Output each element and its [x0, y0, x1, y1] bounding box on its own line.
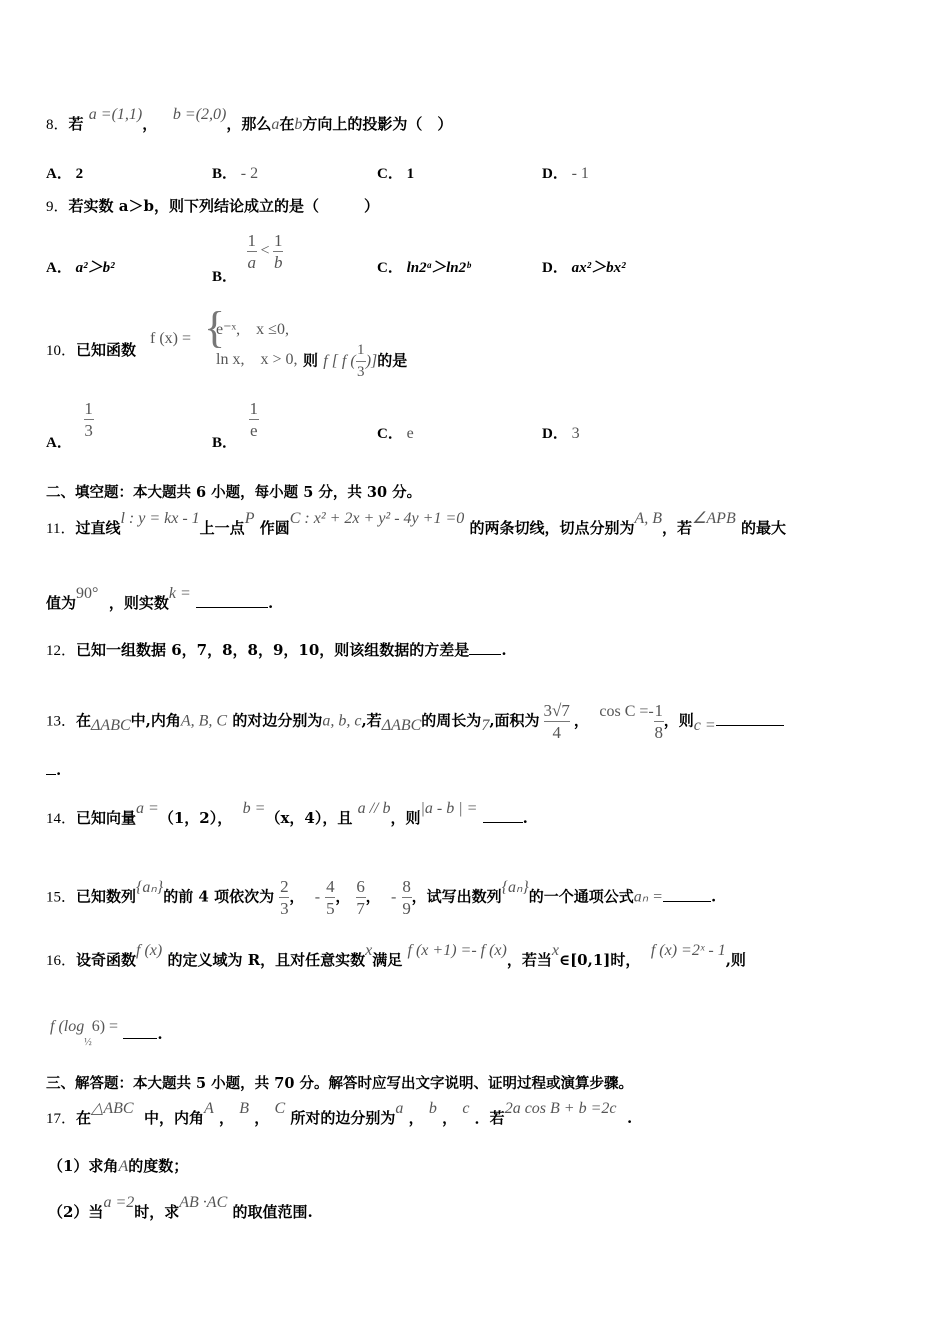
q9-option-d[interactable]: D． ax²＞bx²: [542, 260, 626, 276]
question-16-cont: f $(\log_{\frac{1}{2}}6)$ = .: [50, 1018, 163, 1048]
q9-option-a[interactable]: A． a²＞b²: [46, 260, 115, 276]
q8-option-b[interactable]: B． - 2: [212, 165, 259, 182]
q10-option-c[interactable]: C． e: [377, 425, 414, 442]
question-17-part-2: （2）当a =2时，求AB ·AC 的取值范围.: [48, 1194, 313, 1221]
q10-tail: 则 f [ f ( $\frac{1}{3}$ )]的是: [303, 342, 408, 380]
answer-blank-q14[interactable]: [483, 808, 523, 823]
q9-option-c[interactable]: C． ln2ᵃ＞ln2ᵇ: [377, 260, 471, 276]
vector-b: b =(2,0): [172, 106, 227, 123]
question-17-part-1: （1）求角A的度数；: [48, 1157, 189, 1175]
function-f-label: f (x) =: [150, 330, 192, 347]
section-2-heading: 二、填空题：本大题共 6 小题，每小题 5 分，共 30 分。: [46, 484, 422, 501]
q10-option-d[interactable]: D． 3: [542, 425, 580, 442]
answer-blank-q12[interactable]: [469, 640, 501, 655]
answer-blank-q16[interactable]: [123, 1024, 157, 1039]
question-15: 15．已知数列{aₙ}的前 4 项依次为 $\frac{2}{3}$ ， - $\frac{4}{5}$ ， $\frac{6}{7}$ ， - $\frac{8}{9}$ ，试写出数列{aₙ}的一个通项公式aₙ = .: [46, 877, 717, 918]
question-17: 17．在△ABC 中，内角A ， B ， C 所对的边分别为a ， b ， c ．若2a cos B + b =2c .: [46, 1100, 633, 1127]
answer-blank-q13[interactable]: [716, 711, 784, 726]
q8-option-c[interactable]: C． 1: [377, 166, 415, 182]
answer-blank-q15[interactable]: [663, 887, 711, 902]
question-11-cont: 值为90° ，则实数k = .: [46, 585, 274, 612]
q8-option-a[interactable]: A． 2: [46, 166, 84, 182]
question-12: 12．已知一组数据 6，7，8，8，9，10，则该组数据的方差是 .: [46, 641, 507, 659]
piecewise-case-1: e⁻ˣ, x ≤0,: [216, 321, 289, 338]
question-13: 13．在ΔABC中,内角A, B, C 的对边分别为a, b, c,若ΔABC的周长为7,面积为 $\frac{3√7}{4}$ ， cos C =- $\frac{1}{8}$ ，则c =: [46, 700, 784, 743]
question-14: 14．已知向量a =（1，2）， b =（x，4），且 a // b，则|a - b | = .: [46, 800, 528, 827]
question-8: 8．若 a =(1,1)， b =(2,0)，那么a在b方向上的投影为（ ）: [46, 106, 453, 133]
answer-blank-q11[interactable]: [196, 593, 268, 608]
vector-a: a =(1,1): [88, 106, 143, 123]
question-11: 11．过直线l : y = kx - 1上一点P 作圆C : x² + 2x + y² - 4y +1 =0 的两条切线，切点分别为A, B，若∠APB 的最大: [46, 510, 786, 537]
question-10: 10．已知函数: [46, 341, 137, 359]
q10-option-a[interactable]: A． $\frac{1}{3}$: [46, 399, 93, 451]
q8-option-d[interactable]: D． - 1: [542, 165, 589, 182]
section-3-heading: 三、解答题：本大题共 5 小题，共 70 分。解答时应写出文字说明、证明过程或演算步骤。: [46, 1075, 633, 1092]
question-9: 9．若实数 a＞b，则下列结论成立的是（ ）: [46, 197, 379, 215]
q9-option-b[interactable]: B． $\frac{1}{a}$ < $\frac{1}{b}$: [212, 231, 283, 285]
question-13-cont: .: [46, 760, 61, 780]
piecewise-case-2: ln x, x > 0,: [216, 351, 298, 368]
q10-option-b[interactable]: B． $\frac{1}{e}$: [212, 399, 259, 451]
piecewise-brace: {: [204, 303, 226, 352]
question-16: 16．设奇函数f (x) 的定义域为 R，且对任意实数x满足 f (x +1) =- f (x)，若当x∈[0,1]时， f (x) =2ˣ - 1,则: [46, 942, 746, 969]
